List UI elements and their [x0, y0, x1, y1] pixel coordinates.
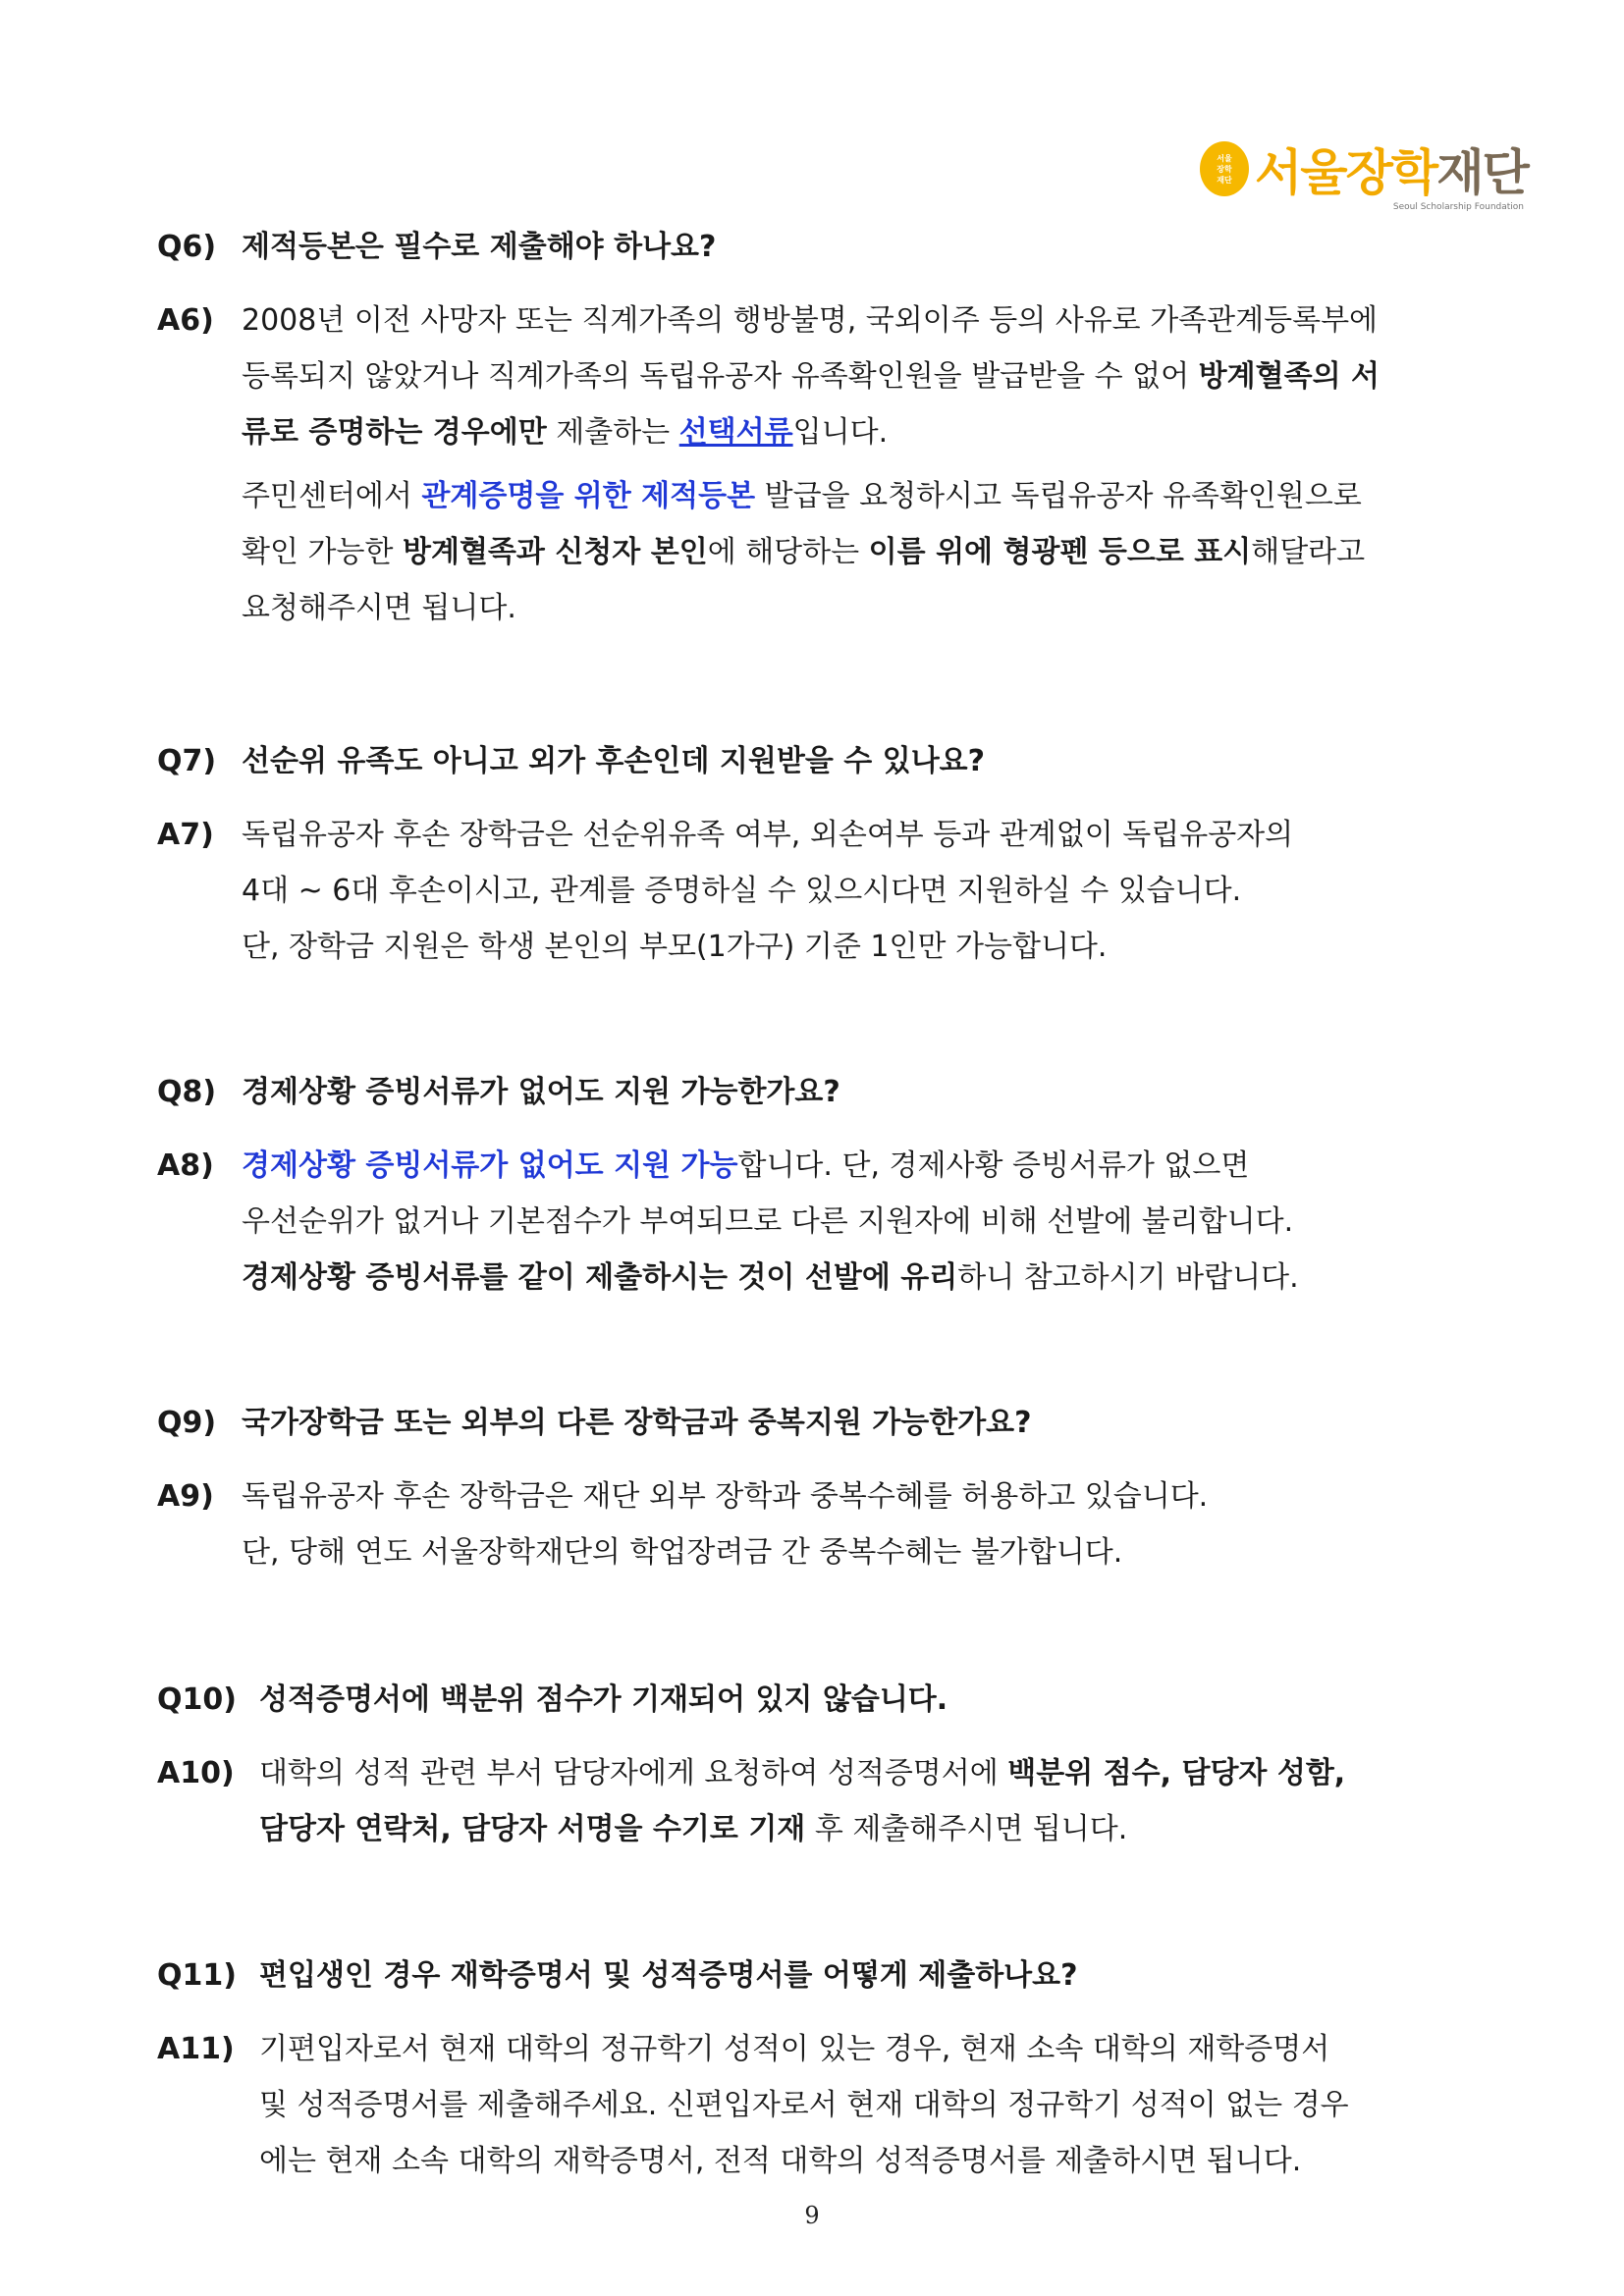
answer [157, 807, 1522, 975]
faq-item-q9 [157, 1404, 1522, 1580]
question-text: 제적등본은 필수로 제출해야 하나요? [242, 230, 717, 264]
answer-line: 독립유공자 후손 장학금은 재단 외부 장학과 중복수혜를 허용하고 있습니다. [242, 1479, 1209, 1514]
faq-item-q8 [157, 1073, 1522, 1306]
answer-label: A8) [157, 1148, 214, 1183]
answer [157, 2021, 1522, 2189]
answer-body [157, 293, 1522, 636]
question-label: Q8) [157, 1075, 217, 1109]
answer-line: 주민센터에서 관계증명을 위한 제적등본 발급을 요청하시고 독립유공자 유족확인원으로 [242, 479, 1362, 513]
answer-line: 확인 가능한 방계혈족과 신청자 본인에 해당하는 이름 위에 형광펜 등으로 표시해달라고 [242, 535, 1366, 569]
answer-body [157, 1745, 1522, 1857]
faq-item-q6 [157, 228, 1522, 636]
answer-line: 대학의 성적 관련 부서 담당자에게 요청하여 성적증명서에 백분위 점수, 담당자 성함, [259, 1756, 1346, 1790]
logo-emblem [1200, 141, 1249, 196]
question-text: 국가장학금 또는 외부의 다른 장학금과 중복지원 가능한가요? [242, 1406, 1032, 1440]
answer-line: 등록되지 않았거나 직계가족의 독립유공자 유족확인원을 발급받을 수 없어 방계혈족의 서 [242, 359, 1380, 394]
answer-body [157, 1468, 1522, 1580]
answer-line: 경제상황 증빙서류를 같이 제출하시는 것이 선발에 유리하니 참고하시기 바랍니다. [242, 1260, 1299, 1295]
logo-emblem-text: 재단 [1217, 175, 1232, 185]
answer-body [157, 2021, 1522, 2189]
answer-line: 2008년 이전 사망자 또는 직계가족의 행방불명, 국외이주 등의 사유로 가족관계등록부에 [242, 303, 1379, 338]
page-number: 9 [804, 2202, 820, 2229]
answer-line: 독립유공자 후손 장학금은 선순위유족 여부, 외손여부 등과 관계없이 독립유공자의 [242, 818, 1294, 852]
logo-subtitle: Seoul Scholarship Foundation [1392, 202, 1524, 212]
answer-line: 에는 현재 소속 대학의 재학증명서, 전적 대학의 성적증명서를 제출하시면 됩니다. [259, 2144, 1302, 2178]
answer-label: A9) [157, 1479, 214, 1514]
question [157, 228, 1522, 267]
answer-line: 및 성적증명서를 제출해주세요. 신편입자로서 현재 대학의 정규학기 성적이 없는 경우 [259, 2088, 1349, 2122]
answer-label: A7) [157, 818, 214, 852]
answer-line: 기편입자로서 현재 대학의 정규학기 성적이 있는 경우, 현재 소속 대학의 재학증명서 [259, 2032, 1330, 2066]
foundation-logo [1200, 132, 1528, 220]
answer-line: 요청해주시면 됩니다. [242, 591, 516, 625]
faq-item-q7 [157, 742, 1522, 975]
answer-label: A6) [157, 303, 214, 338]
answer-line: 우선순위가 없거나 기본점수가 부여되므로 다른 지원자에 비해 선발에 불리합니다. [242, 1204, 1294, 1239]
answer-label: A10) [157, 1756, 235, 1790]
question-label: Q10) [157, 1682, 237, 1717]
faq-item-q10 [157, 1681, 1522, 1857]
optional-document-link: 선택서류 [678, 415, 793, 450]
answer-body [157, 807, 1522, 975]
answer-line: 4대 ~ 6대 후손이시고, 관계를 증명하실 수 있으시다면 지원하실 수 있습니다. [242, 874, 1242, 908]
question-text: 편입생인 경우 재학증명서 및 성적증명서를 어떻게 제출하나요? [259, 1958, 1078, 1993]
answer-line: 단, 장학금 지원은 학생 본인의 부모(1가구) 기준 1인만 가능합니다. [242, 930, 1108, 964]
question-text: 선순위 유족도 아니고 외가 후손인데 지원받을 수 있나요? [242, 744, 986, 778]
answer-line: 류로 증명하는 경우에만 제출하는 선택서류입니다. [242, 415, 889, 450]
question-text: 경제상황 증빙서류가 없어도 지원 가능한가요? [242, 1075, 840, 1109]
answer-body [157, 1138, 1522, 1306]
question [157, 1681, 1522, 1720]
logo-emblem-text: 장학 [1217, 164, 1232, 174]
logo-wordmark-main: 서울장학 [1255, 144, 1437, 201]
answer [157, 293, 1522, 636]
question-label: Q9) [157, 1406, 217, 1440]
logo-wordmark-last: 재단 [1436, 144, 1528, 201]
answer-label: A11) [157, 2032, 235, 2066]
faq-item-q11 [157, 1956, 1522, 2189]
answer-paragraph-2 [242, 468, 1522, 636]
question-text: 성적증명서에 백분위 점수가 기재되어 있지 않습니다. [259, 1682, 948, 1717]
answer [157, 1745, 1522, 1857]
answer [157, 1138, 1522, 1306]
logo-emblem-text: 서울 [1217, 153, 1232, 163]
question [157, 742, 1522, 781]
question-label: Q7) [157, 744, 217, 778]
logo-wordmark [1255, 133, 1528, 204]
answer-line: 경제상황 증빙서류가 없어도 지원 가능합니다. 단, 경제사황 증빙서류가 없으면 [242, 1148, 1250, 1183]
answer-line: 단, 당해 연도 서울장학재단의 학업장려금 간 중복수혜는 불가합니다. [242, 1535, 1123, 1570]
question [157, 1404, 1522, 1443]
answer [157, 1468, 1522, 1580]
question-label: Q11) [157, 1958, 237, 1993]
question [157, 1956, 1522, 1996]
question-label: Q6) [157, 230, 217, 264]
question [157, 1073, 1522, 1112]
answer-line: 담당자 연락처, 담당자 서명을 수기로 기재 후 제출해주시면 됩니다. [259, 1812, 1128, 1846]
